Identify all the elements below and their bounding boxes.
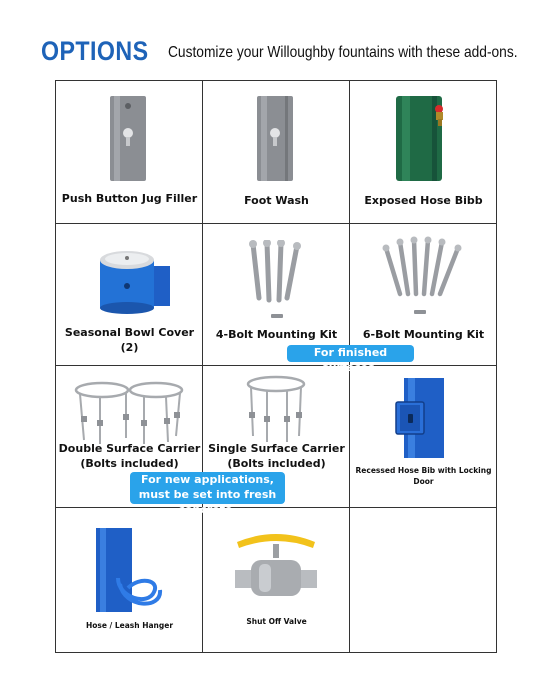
option-recessed-hose-bib bbox=[350, 366, 496, 507]
option-label: Seasonal Bowl Cover (2) bbox=[64, 326, 195, 354]
option-label: Shut Off Valve bbox=[246, 617, 307, 626]
option-exposed-hose-bibb bbox=[350, 81, 496, 223]
option-foot-wash bbox=[203, 81, 349, 223]
blue-bowl-cover-image bbox=[96, 244, 171, 314]
empty-cell bbox=[350, 508, 496, 652]
option-label: Double Surface Carrier (Bolts included) bbox=[58, 442, 201, 470]
option-label: 4-Bolt Mounting Kit bbox=[215, 328, 338, 341]
options-grid bbox=[55, 80, 497, 653]
double-carrier-image bbox=[70, 380, 188, 446]
six-bolts-image bbox=[378, 236, 468, 320]
page-title: OPTIONS bbox=[41, 36, 149, 66]
four-bolts-image bbox=[241, 240, 311, 322]
page-subtitle: Customize your Willoughby fountains with these add-ons. bbox=[168, 44, 518, 61]
option-label: Push Button Jug Filler bbox=[61, 192, 198, 205]
option-label: Recessed Hose Bib with Locking Door bbox=[355, 466, 492, 486]
option-label: Hose / Leash Hanger bbox=[85, 621, 174, 630]
option-4-bolt-mounting-kit bbox=[203, 224, 349, 365]
option-label: 6-Bolt Mounting Kit bbox=[362, 328, 485, 341]
option-shut-off-valve bbox=[203, 508, 349, 652]
option-label: Single Surface Carrier (Bolts included) bbox=[208, 442, 345, 470]
single-carrier-image bbox=[241, 374, 311, 446]
option-push-button-jug-filler bbox=[56, 81, 202, 223]
gray-pipe-push-button-image bbox=[106, 96, 150, 181]
green-pipe-hose-bibb-image bbox=[392, 96, 454, 181]
blue-pipe-locking-door-image bbox=[388, 378, 458, 458]
option-seasonal-bowl-cover bbox=[56, 224, 202, 365]
option-6-bolt-mounting-kit bbox=[350, 224, 496, 365]
option-label: Foot Wash bbox=[244, 194, 309, 207]
callout-new-applications: For new applications, must be set into fresh concrete. bbox=[130, 472, 285, 504]
gray-pipe-foot-wash-image bbox=[253, 96, 297, 181]
blue-hose-hanger-image bbox=[88, 528, 168, 612]
yellow-handle-valve-image bbox=[233, 530, 319, 608]
option-label: Exposed Hose Bibb bbox=[364, 194, 483, 207]
option-hose-leash-hanger bbox=[56, 508, 202, 652]
callout-finished-surfaces: For finished surfaces. bbox=[287, 345, 414, 362]
